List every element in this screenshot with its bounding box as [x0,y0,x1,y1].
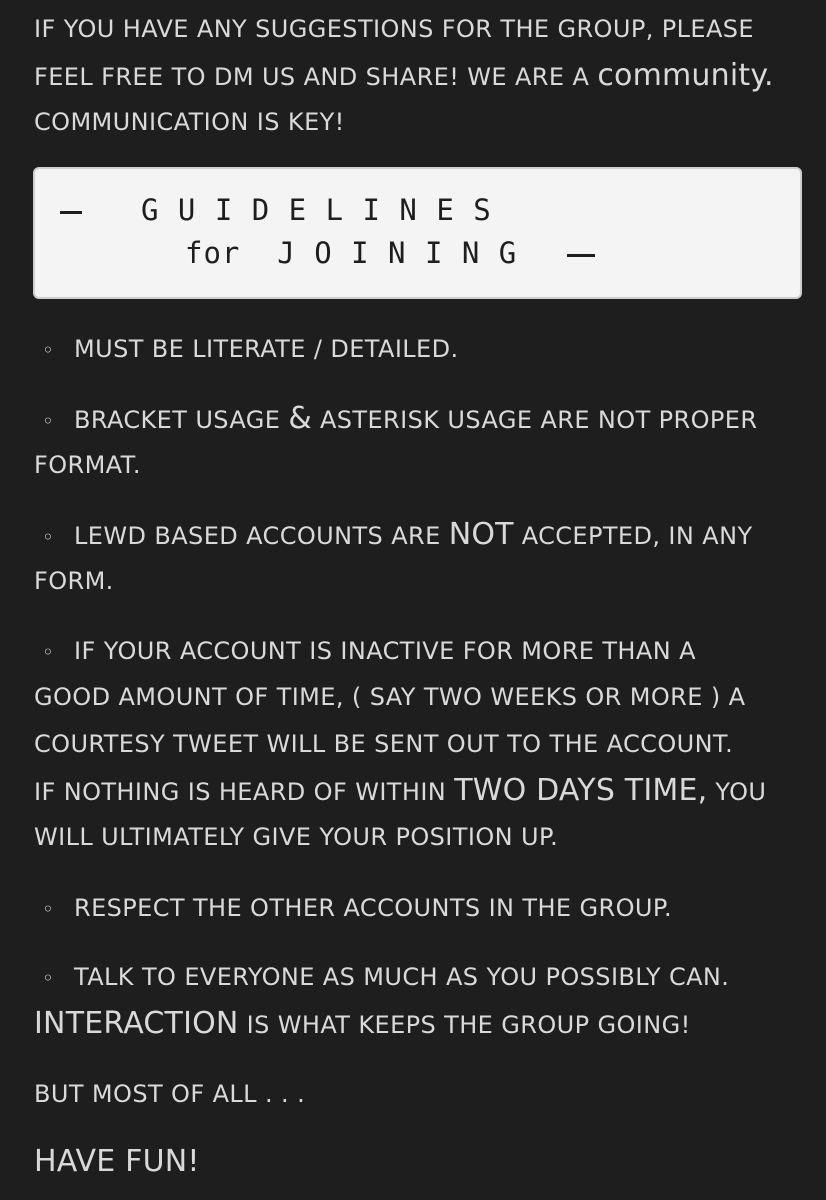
closing-line-1 [34,1071,814,1118]
guidelines-header-box [33,167,802,299]
rule-2-text-c: FORMAT. [34,451,141,479]
header-line-for-joining: for J O I N I N G [185,236,518,270]
bullet-icon: ◦ [42,640,55,664]
right-dash-icon [567,254,595,257]
bullet-icon: ◦ [42,338,55,362]
rule-6-text-b: IS WHAT KEEPS THE GROUP GOING! [238,1011,691,1039]
rule-2-text-a: BRACKET USAGE [74,406,289,434]
bullet-icon: ◦ [42,966,55,990]
rule-1-text: MUST BE LITERATE / DETAILED. [74,335,459,363]
intro-line-1 [34,6,814,53]
intro-line-2 [34,52,814,101]
intro-line-3 [34,99,814,146]
rule-4-text-d1: IF NOTHING IS HEARD OF WITHIN [34,778,455,806]
rule-3-text-a: LEWD BASED ACCOUNTS ARE [74,522,449,550]
rule-6-cont [34,1000,814,1049]
rule-4-text-e: WILL ULTIMATELY GIVE YOUR POSITION UP. [34,823,559,851]
bullet-icon: ◦ [42,525,55,549]
rule-4-line-5 [34,814,814,861]
rule-2-text-b: ASTERISK USAGE ARE NOT PROPER [311,406,758,434]
header-line-guidelines: G U I D E L I N E S [141,193,492,227]
intro-text-community: community. [597,58,774,93]
rule-6 [34,954,814,1002]
rule-6-interaction: INTERACTION [34,1006,239,1041]
rule-3-not: NOT [448,517,514,552]
closing-have-fun: HAVE FUN! [34,1144,200,1179]
rule-4-line-3 [34,721,814,768]
rule-3-text-c: FORM. [34,567,114,595]
closing-line-2 [34,1138,814,1187]
rule-2 [34,395,814,445]
rule-4-two-days: TWO DAYS TIME, [454,773,708,808]
rule-4-line-2 [34,674,814,721]
rule-4-text-b: GOOD AMOUNT OF TIME, ( SAY TWO WEEKS OR MORE ) A [34,683,746,711]
rule-3-text-b: ACCEPTED, IN ANY [513,522,753,550]
rule-4-text-a: IF YOUR ACCOUNT IS INACTIVE FOR MORE THAN A [74,637,696,665]
closing-text-1: BUT MOST OF ALL . . . [34,1080,306,1108]
rule-1 [34,326,814,374]
bullet-icon: ◦ [42,409,55,433]
intro-text-1: IF YOU HAVE ANY SUGGESTIONS FOR THE GROUP, PLEASE [34,15,754,43]
left-dash-icon [60,211,82,214]
rule-3 [34,511,814,561]
rule-4-text-d3: YOU [707,778,767,806]
rule-2-cont [34,442,814,489]
rule-6-text-a: TALK TO EVERYONE AS MUCH AS YOU POSSIBLY CAN. [74,963,730,991]
rule-3-cont [34,558,814,605]
intro-text-2a: FEEL FREE TO DM US AND SHARE! WE ARE A [34,63,598,91]
bullet-icon: ◦ [42,897,55,921]
rule-4-line-4 [34,767,814,816]
rule-4-text-c: COURTESY TWEET WILL BE SENT OUT TO THE ACCOUNT. [34,730,734,758]
rule-5 [34,885,814,933]
rule-4 [34,628,814,676]
intro-text-3: COMMUNICATION IS KEY! [34,108,345,136]
rule-2-ampersand: & [288,401,312,436]
rule-5-text: RESPECT THE OTHER ACCOUNTS IN THE GROUP. [74,894,673,922]
